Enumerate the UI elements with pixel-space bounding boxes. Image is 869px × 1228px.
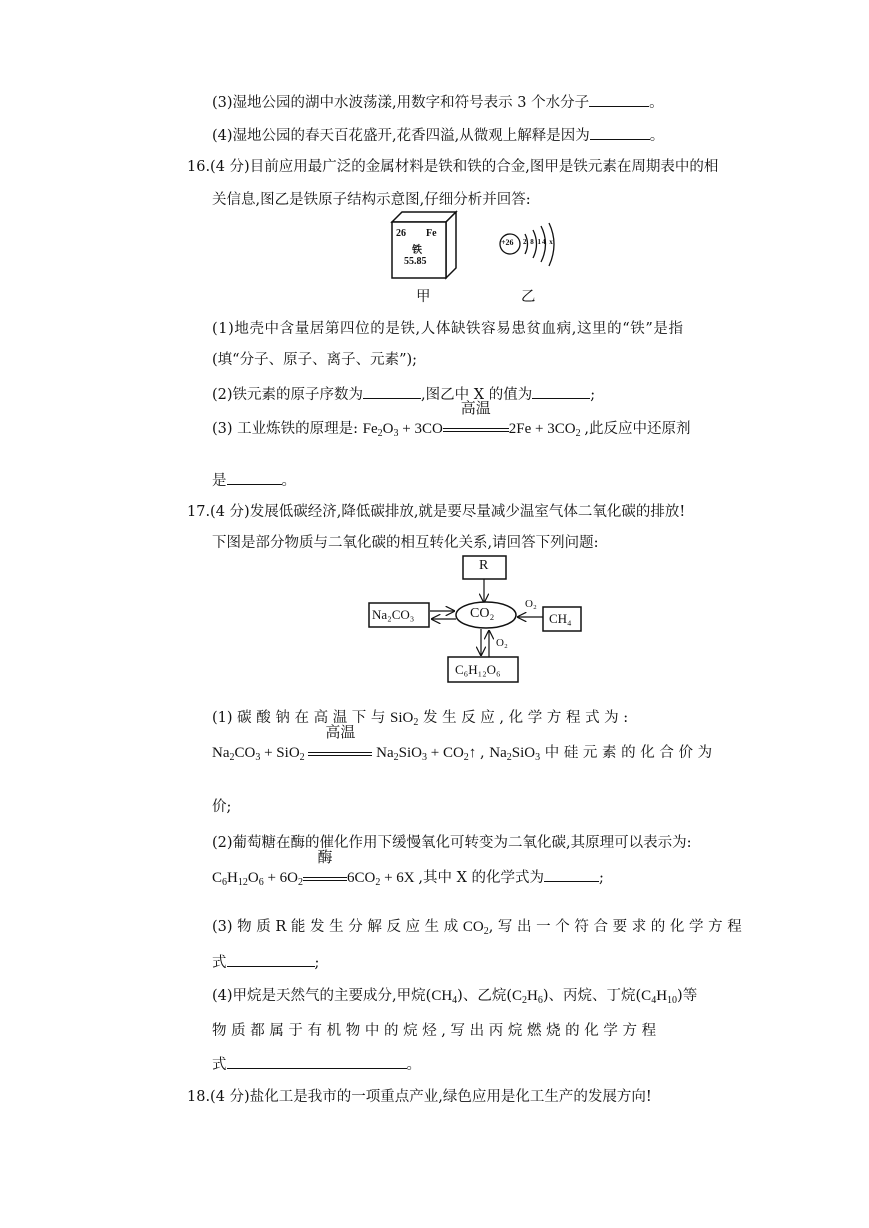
answer-blank[interactable] — [227, 952, 315, 967]
atom-electron-counts: 2 8 14 x — [523, 238, 554, 246]
iron-smelting-equation: $Fe_2O_3 + 3CO$ 高温 $2Fe + 3CO_2$ — [362, 401, 581, 439]
q18-heading: 18.(4 分)盐化工是我市的一项重点产业,绿色应用是化工生产的发展方向! — [187, 1089, 652, 1105]
substance-r: R — [479, 558, 489, 573]
substance-glucose: C₆H₁₂O₆ — [455, 662, 501, 677]
answer-blank[interactable] — [532, 384, 590, 399]
element-mass: 55.85 — [404, 256, 427, 267]
atom-nucleus: +26 — [501, 238, 514, 247]
q17-part2-line2: $C_6H_{12}O_6 + 6O_2$ 酶 $6CO_2 + 6X$ ,其中 X 的化学式为 ; — [212, 850, 604, 888]
answer-blank[interactable] — [363, 384, 421, 399]
q16-heading-line2: 关信息,图乙是铁原子结构示意图,仔细分析并回答: — [212, 192, 531, 208]
q17-part4-line2: 物 质 都 属 于 有 机 物 中 的 烷 烃 , 写 出 丙 烷 燃 烧 的 化 学 方 程 — [212, 1023, 657, 1039]
glucose-oxidation-equation: $C_6H_{12}O_6 + 6O_2$ 酶 $6CO_2 + 6X$ — [212, 850, 415, 888]
q17-part4-line1: (4)甲烷是天然气的主要成分,甲烷$(CH_4)$、乙烷$(C_2H_6)$、丙烷、丁烷$(C_4H_{10})$等 — [212, 988, 698, 1006]
q17-heading-line2: 下图是部分物质与二氧化碳的相互转化关系,请回答下列问题: — [212, 535, 599, 551]
figure-caption-b: 乙 — [521, 289, 536, 305]
q16-part2: (2)铁元素的原子序数为 ,图乙中 X 的值为 ; — [212, 384, 595, 405]
q16-part1-line1: (1)地壳中含量居第四位的是铁,人体缺铁容易患贫血病,这里的“铁”是指 — [212, 321, 684, 337]
answer-blank[interactable] — [589, 92, 649, 107]
answer-blank[interactable] — [227, 1054, 407, 1069]
atom-structure-figure — [497, 222, 567, 272]
answer-blank[interactable] — [227, 470, 282, 485]
co2-conversion-diagram — [368, 555, 588, 685]
substance-ch4: CH₄ — [549, 611, 572, 626]
q17-part1-line2: $Na_2CO_3 + SiO_2$ 高温 $Na_2SiO_3$ + $CO_2↑$ , $Na_2SiO_3$ 中 硅 元 素 的 化 合 价 为 — [212, 725, 713, 763]
substance-na2co3: Na₂CO₃ — [372, 607, 415, 622]
substance-co2: CO₂ — [470, 606, 495, 621]
reaction-condition: 高温 — [443, 419, 509, 439]
q16-part3: (3) 工业炼铁的原理是: $Fe_2O_3 + 3CO$ 高温 $2Fe + 3CO_2$ ,此反应中还原剂 — [212, 401, 691, 439]
q17-part4-line3: 式 。 — [212, 1054, 421, 1075]
answer-blank[interactable] — [544, 867, 599, 882]
element-cell-box — [390, 210, 470, 280]
oxygen-label-ch4: O₂ — [525, 598, 537, 610]
q17-part1-line1: (1) 碳 酸 钠 在 高 温 下 与 SiO$_2$ 发 生 反 应 , 化 学 方 程 式 为 : — [212, 710, 629, 728]
answer-blank[interactable] — [590, 125, 650, 140]
q17-part3-line2: 式 ; — [212, 952, 319, 973]
reaction-condition: 高温 — [308, 743, 372, 763]
q16-part3-cont: 是 。 — [212, 470, 296, 491]
q17-heading-line1: 17.(4 分)发展低碳经济,降低碳排放,就是要尽量减少温室气体二氧化碳的排放! — [187, 504, 686, 520]
oxygen-label-glucose: O₂ — [496, 637, 508, 649]
q16-part1-line2: (填“分子、原子、离子、元素”); — [212, 352, 418, 368]
q15-part4: (4)湿地公园的春天百花盛开,花香四溢,从微观上解释是因为 。 — [212, 125, 664, 146]
element-cell-figure — [390, 210, 470, 280]
q16-heading-line1: 16.(4 分)目前应用最广泛的金属材料是铁和铁的合金,图甲是铁元素在周期表中的相 — [187, 159, 719, 175]
sodium-carbonate-equation: $Na_2CO_3 + SiO_2$ 高温 $Na_2SiO_3$ + $CO_2↑$ — [212, 725, 477, 763]
element-name: 铁 — [412, 245, 422, 256]
element-number: 26 — [396, 228, 406, 239]
q17-part1-line3: 价; — [212, 799, 232, 815]
atom-shells-graphic — [497, 222, 567, 272]
figure-caption-a: 甲 — [416, 289, 431, 305]
q15-part3: (3)湿地公园的湖中水波荡漾,用数字和符号表示 3 个水分子 。 — [212, 92, 664, 113]
q17-part3-line1: (3) 物 质 R 能 发 生 分 解 反 应 生 成 $CO_2$, 写 出 一 个 符 合 要 求 的 化 学 方 程 — [212, 919, 742, 937]
reaction-condition: 酶 — [303, 868, 347, 888]
element-symbol: Fe — [426, 228, 437, 239]
q17-part2-line1: (2)葡萄糖在酶的催化作用下缓慢氧化可转变为二氧化碳,其原理可以表示为: — [212, 835, 692, 851]
